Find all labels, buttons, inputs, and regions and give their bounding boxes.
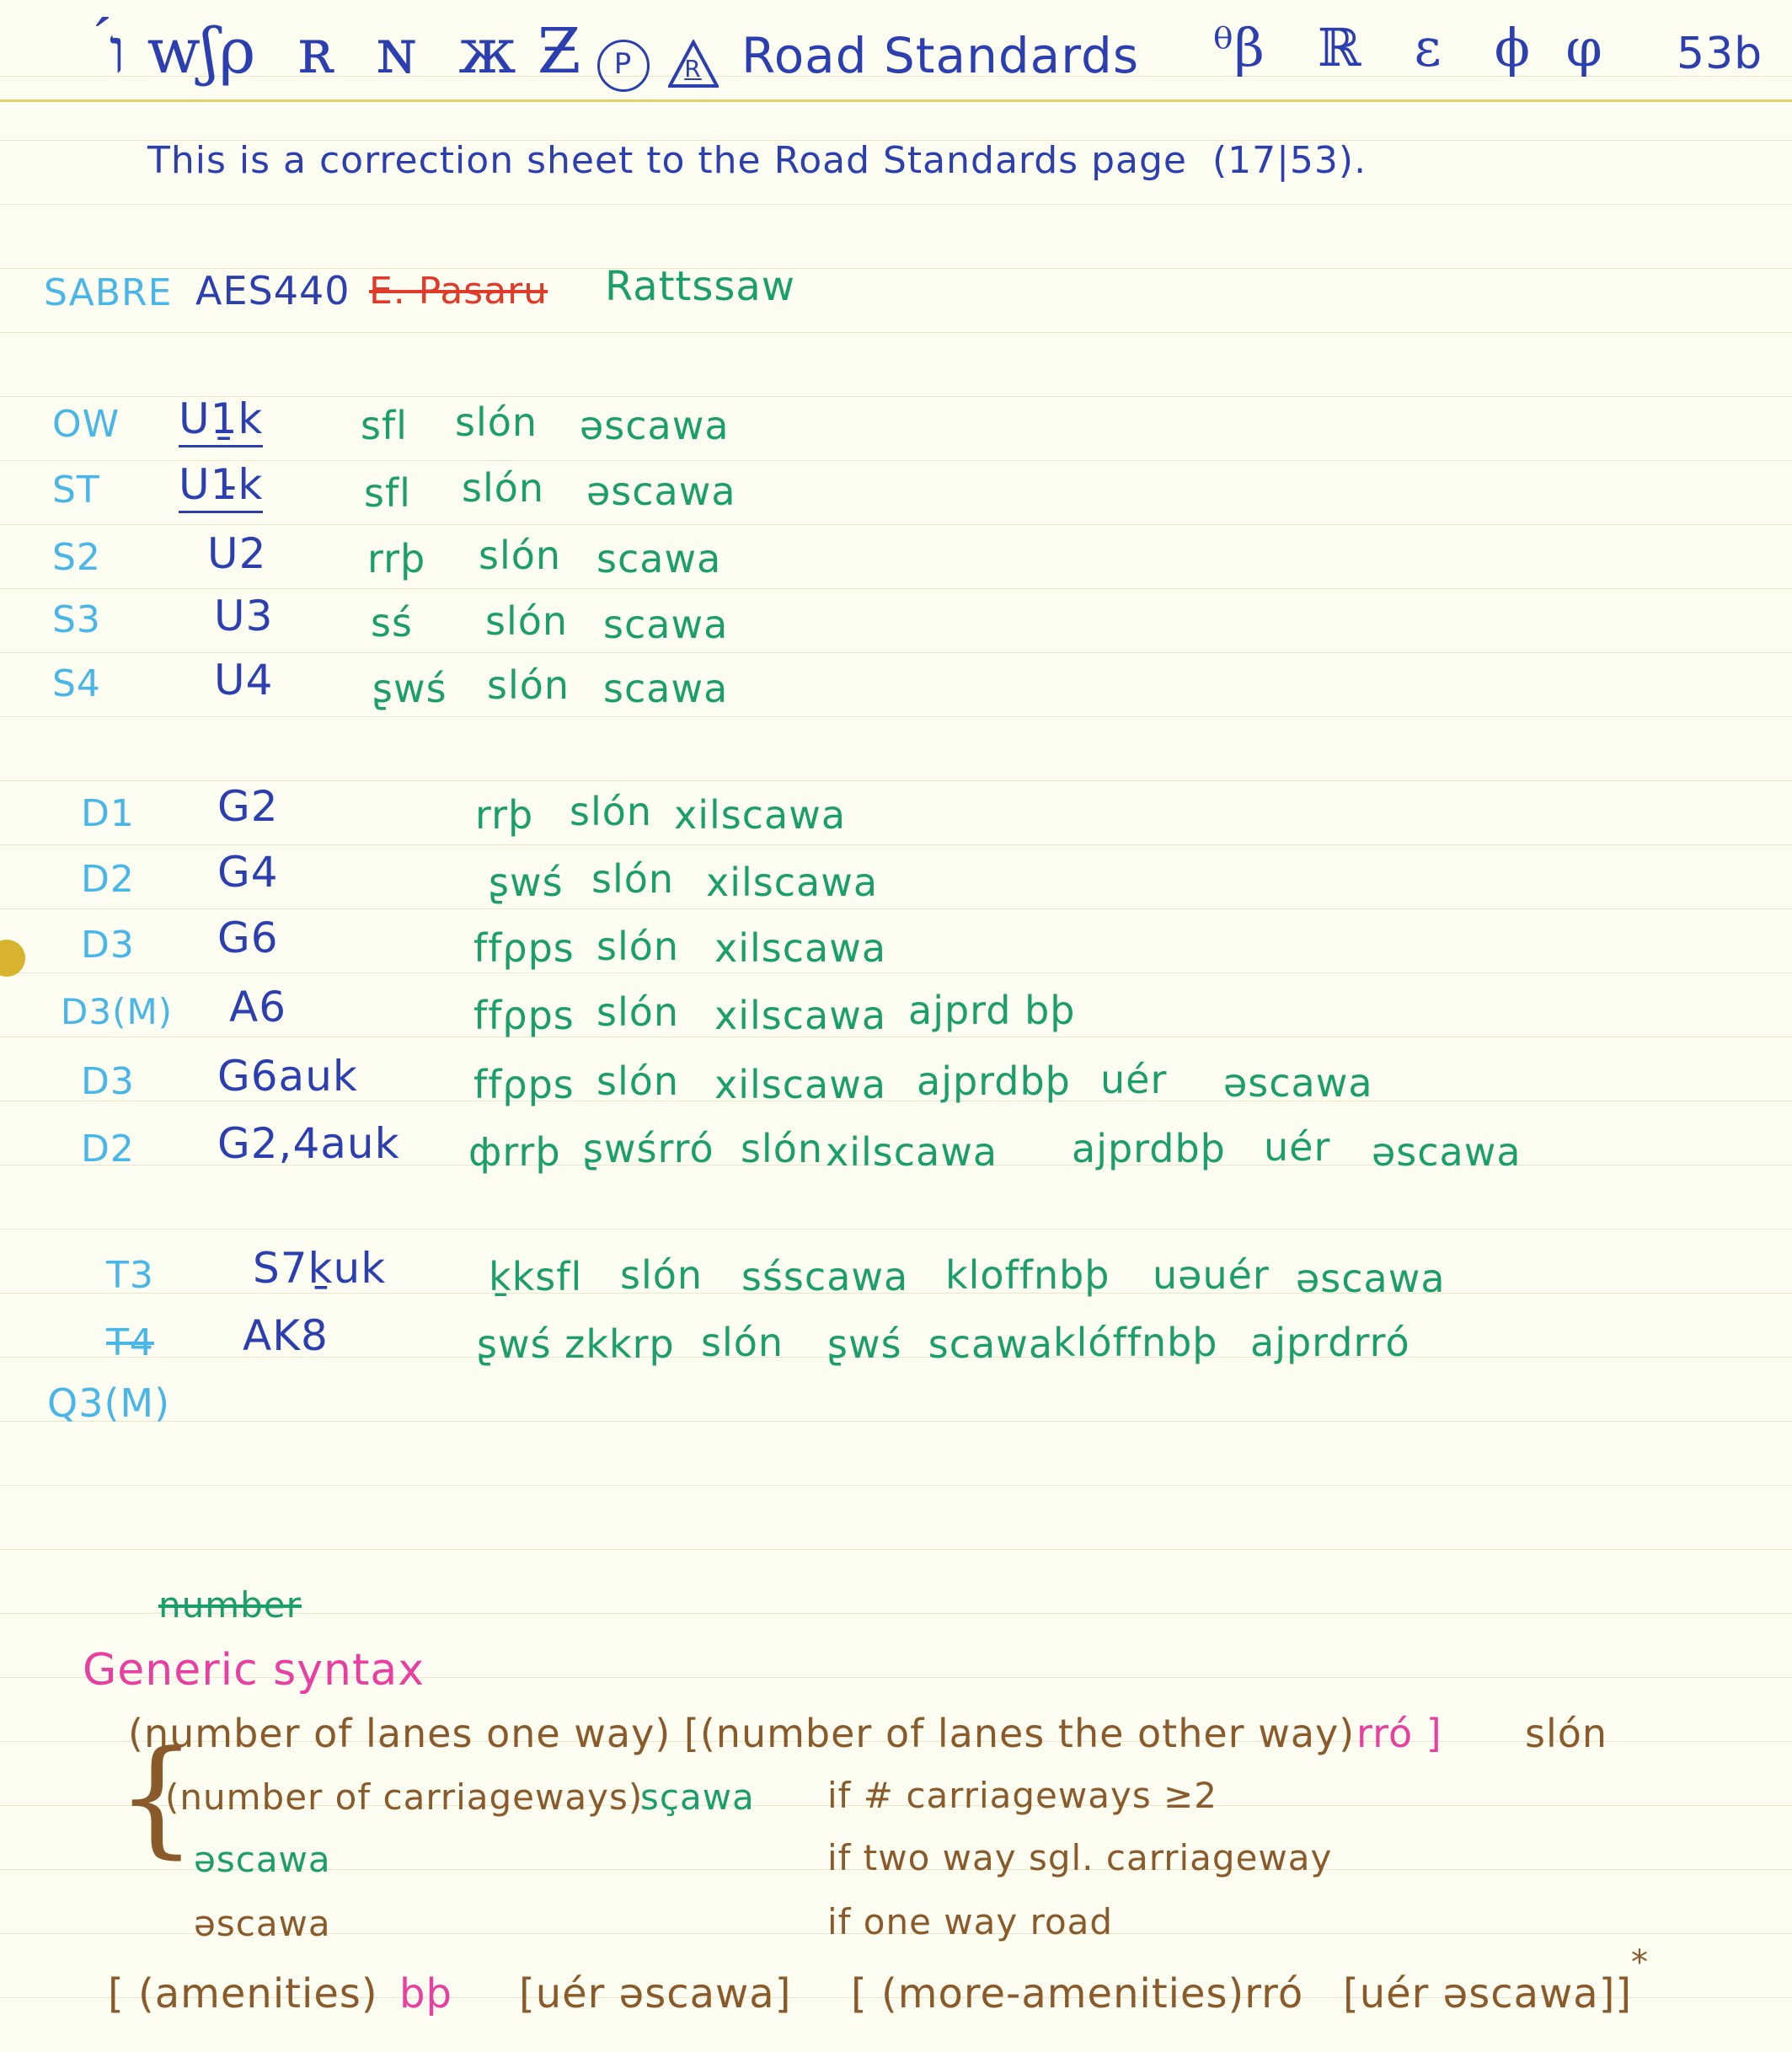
row-c3: scawa	[603, 602, 729, 647]
row-code: S4	[52, 662, 101, 705]
row-id: U4	[214, 656, 274, 705]
header-icon-r: R	[637, 24, 719, 103]
header-divider	[0, 99, 1792, 102]
row-c6: əscawa	[1372, 1129, 1522, 1175]
row-c1: ḵksfl	[489, 1254, 583, 1299]
syntax-line1-rro: rró ]	[1356, 1711, 1442, 1756]
row-c1: sfl	[364, 470, 411, 516]
header-title: Road Standards	[741, 27, 1140, 84]
row-c5: ajprdrró	[1250, 1320, 1410, 1365]
row-code: D2	[81, 1128, 135, 1171]
brace-line-1-left: (number of carriageways)	[165, 1776, 644, 1818]
row-id: U2	[207, 529, 267, 578]
syntax-last-a: [ (amenities)	[108, 1970, 378, 2017]
row-c4: kloffnbþ	[945, 1252, 1110, 1298]
row-c2: slón	[462, 465, 545, 511]
row-c3: ʂwś scawa	[827, 1321, 1054, 1367]
row-c3: əscawa	[586, 469, 736, 514]
row-c4: ajprdbþ	[917, 1058, 1071, 1104]
syntax-line1-a: (number of lanes one way) [(number of lanes the other way)	[128, 1711, 1356, 1756]
page-header	[0, 7, 1792, 91]
row-c2: slón	[591, 856, 675, 902]
row-c2: slón	[701, 1320, 784, 1365]
margin-dot	[0, 940, 25, 977]
row-c3: xilscawa	[826, 1129, 998, 1175]
row-c1: ffρps	[473, 925, 575, 971]
row-c5: uəuér	[1153, 1252, 1270, 1298]
row-c1: ʂwś	[489, 860, 564, 905]
row-c4: klóffnbþ	[1053, 1320, 1218, 1365]
syntax-struck-heading: number	[158, 1584, 302, 1626]
row-code: ST	[52, 469, 100, 512]
row-id: U3	[214, 592, 274, 640]
subtitle: This is a correction sheet to the Road Standards page (17|53).	[147, 139, 1367, 182]
syntax-line1-slon: slón	[1525, 1711, 1608, 1756]
meta-word: Rattssaw	[605, 263, 796, 310]
row-c2: slón	[455, 399, 538, 445]
row-c3: scawa	[596, 536, 722, 581]
row-id: AK8	[243, 1311, 329, 1360]
row-id: G2	[217, 782, 279, 831]
header-glyphs-left: ו́ wʃρ ʀ ɴ ж Ƶ	[110, 15, 582, 88]
meta-code: AES440	[195, 268, 350, 313]
row-c5: uér	[1100, 1057, 1168, 1102]
row-id: U1̱k	[179, 394, 263, 447]
row-c2: slón	[479, 533, 562, 578]
row-id: G4	[217, 848, 279, 897]
row-c3: scawa	[603, 666, 729, 711]
row-code: OW	[52, 403, 120, 446]
row-code: S2	[52, 536, 101, 579]
brace-line-3-cond: if one way road	[827, 1901, 1114, 1942]
row-id: S7ḵuk	[253, 1244, 387, 1293]
row-c2: slón	[596, 1058, 680, 1104]
row-c1: ffρps	[473, 1062, 575, 1107]
brace-line-1-term: sçawa	[640, 1776, 755, 1818]
row-c3: sśscawa	[741, 1254, 909, 1299]
row-c4: ajprd bþ	[908, 988, 1076, 1033]
row-c1: rrþ	[475, 792, 534, 838]
row-code: D3	[81, 1060, 135, 1103]
header-icon-p: P	[566, 24, 650, 108]
brace-line-3-term: əscawa	[194, 1903, 331, 1944]
row-code: D1	[81, 792, 135, 835]
row-c1: ʂwś	[372, 666, 447, 711]
brace-line-2-cond: if two way sgl. carriageway	[827, 1837, 1333, 1878]
row-c3: xilscawa	[714, 925, 887, 971]
meta-label: SABRE	[44, 271, 173, 314]
row-id: G6	[217, 913, 279, 962]
row-c3: xilscawa	[706, 860, 879, 905]
syntax-last-c: [ (more-amenities)rró	[851, 1970, 1304, 2017]
row-c1: sś	[371, 600, 413, 646]
row-id: G2,4auk	[217, 1119, 400, 1168]
page-number: 53b	[1677, 29, 1763, 79]
row-c2: slón	[596, 989, 680, 1035]
meta-struck: E. Pasaru	[369, 270, 548, 313]
row-c1: фrrþ	[468, 1129, 561, 1175]
row-c3: xilscawa	[714, 1062, 887, 1107]
row-id: G6auk	[217, 1052, 358, 1101]
syntax-last-bp: bþ	[399, 1970, 452, 2017]
row-code: T3	[106, 1254, 154, 1297]
syntax-last-star: *	[1631, 1943, 1649, 1982]
row-c1: ffρps	[473, 993, 575, 1038]
row-c4: ajprdbþ	[1072, 1126, 1226, 1171]
row-id: U1̵̵k	[179, 460, 263, 513]
row-c2: slón	[485, 598, 569, 644]
row-c5: uér	[1264, 1124, 1331, 1170]
brace-line-2-term: əscawa	[194, 1839, 331, 1880]
row-c1: rrþ	[367, 536, 426, 581]
brace-icon: {	[116, 1724, 197, 1871]
row-code: S3	[52, 598, 101, 641]
row-c3: əscawa	[580, 403, 730, 448]
row-c2: ʂwśrró slón	[583, 1126, 823, 1171]
row-c3: xilscawa	[674, 792, 847, 838]
row-code: D3	[81, 924, 135, 967]
row-c2: slón	[487, 662, 570, 708]
row-c2: slón	[620, 1252, 703, 1298]
row-c6: əscawa	[1296, 1256, 1446, 1301]
trailing-code: Q3(M)	[47, 1380, 171, 1426]
row-c3: xilscawa	[714, 993, 887, 1038]
row-c2: slón	[570, 789, 653, 834]
syntax-last-d: [uér əscawa]]	[1343, 1970, 1633, 2017]
header-glyphs-right: ᶿβ ℝ ε ϕ φ	[1213, 17, 1603, 78]
row-code: D2	[81, 858, 135, 901]
row-c1: sfl	[361, 403, 408, 448]
syntax-last-b: [uér əscawa]	[519, 1970, 792, 2017]
row-c1: ʂwś zkkrp	[477, 1321, 675, 1367]
syntax-heading: Generic syntax	[83, 1645, 425, 1696]
row-c2: slón	[596, 924, 680, 969]
row-code: T4	[106, 1321, 154, 1364]
row-id: A6	[229, 983, 287, 1031]
brace-line-1-cond: if # carriageways ≥2	[827, 1775, 1217, 1816]
row-c6: əscawa	[1223, 1060, 1373, 1106]
row-code: D3(M)	[61, 991, 174, 1032]
